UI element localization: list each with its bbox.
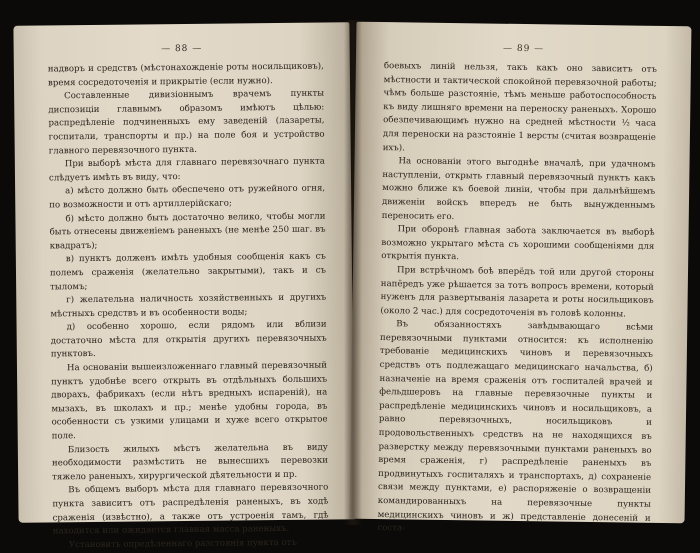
left-paragraph: Въ общемъ выборъ мѣста для главнаго перевязочного пункта зависитъ отъ распредѣленія раненыхъ, въ ходѣ сраженія (извѣстно), а также отъ устроенія тамъ, гдѣ находится или ожидается главная масса раненыхъ. <box>52 482 329 537</box>
right-page <box>350 22 692 534</box>
left-page-text <box>14 60 355 553</box>
left-paragraph: б) мѣсто должно быть достаточно велико, чтобы могли быть отнесены движеніемъ раненыхъ (не менѣе 250 шаг. въ квадратъ); <box>49 211 326 252</box>
left-page <box>13 22 354 551</box>
left-paragraph: надворъ и средствъ (мѣстонахожденіе роты носильщиковъ), время сосредоточенія и прикрытіе (если нужно). <box>47 61 324 89</box>
right-page-number: — 89 — <box>502 43 545 55</box>
right-paragraph: боевыхъ линій нельзя, такъ какъ оно зависитъ отъ мѣстности и тактической спокойной перевязочной работы; чѣмъ больше разстояніе, тѣмъ меньше работоспособность къ виду лишняго времени на переноску раненыхъ. Хорошо обезпечивающимъ нужно на средней мѣстности ½ часа для переноски на разстояніе 1 версты (считая возвращеніе ихъ). <box>382 61 657 153</box>
right-paragraph: Въ обязанностяхъ завѣдывающаго всѣми перевязочными пунктами относится: къ исполненію требованіе медицинскихъ чиновъ и перевязочныхъ средствъ отъ подлежащаго медицинскаго начальства, б) назначеніе на время сраженія отъ госпиталей врачей и фельдшеровъ на главные перевязочные пункты и распредѣленіе медицинскихъ чиновъ и носильщиковъ, а равно перевязочныхъ, носильщиковъ и продовольственныхъ средствъ на не находящихся въ разверстку между перевязочными пунктами раненыхъ во время сраженія, г) распредѣленіе раненыхъ въ продвинутыхъ госпиталяхъ и транспортахъ, д) сохраненіе связи между пунктами, е) распоряженіе о возвращеніи командированныхъ на перевязочные пункты медицинскихъ чиновъ и ж) представленіе донесеній и соста- <box>377 319 654 534</box>
left-paragraph: Составленные дивизіоннымъ врачемъ пункты диспозиціи главнымъ образомъ имѣютъ цѣлью: распредѣленіе подчиненныхъ ему заведеній (лазареты, госпитали, транспорты и пр.) на поле боя и устройство главного перевязочного пункта. <box>48 88 325 156</box>
left-paragraph: д) особенно хорошо, если рядомъ или вблизи достаточно мѣста для открытія другихъ перевязочныхъ пунктовъ. <box>50 319 327 360</box>
right-page-text <box>349 60 691 540</box>
left-paragraph: На основаніи вышеизложеннаго главный перевязочный пунктъ удобнѣе всего открыть въ отдѣльныхъ большихъ дворахъ, фабрикахъ (если нѣтъ вредныхъ испареній), на мызахъ, въ школахъ и пр.; менѣе удобны города, въ особенности съ узкими улицами и хуже всего открытое поле. <box>51 360 328 442</box>
left-paragraph: Близость жилыхъ мѣстъ желательна въ виду необходимости размѣстить не вынесшихъ перевозки тяжело раненыхъ, хирургической дѣятельности и пр. <box>51 442 329 483</box>
right-paragraph: При встрѣчномъ боѣ вперёдъ той или другой стороны напёредъ уже рѣшается за тотъ вопросъ времени, который нуженъ для развертыванія лазарета и роты носильщиковъ (около 2 час.) для сосредоточенія въ головѣ колонны. <box>380 265 655 320</box>
left-paragraph: При выборѣ мѣста для главнаго перевязочнаго пункта слѣдуетъ имѣть въ виду, что: <box>48 156 325 184</box>
right-paragraph: На основаніи этого выгоднѣе вначалѣ, при удачномъ наступленіи, открыть главный перевязочный пунктъ какъ можно ближе къ боевой линіи, чтобы при дальнѣйшемъ движеніи войскъ впередъ не быть вынужденнымъ переносить его. <box>381 156 656 222</box>
right-paragraph: При оборонѣ главная забота заключается въ выборѣ возможно укрытаго мѣста съ хорошими сообщеніями для открытія пункта. <box>381 224 655 263</box>
left-page-number: — 88 — <box>161 43 203 55</box>
left-paragraph: а) мѣсто должно быть обеспечено отъ ружейного огня, по возможности и отъ артиллерійскаго; <box>49 183 326 211</box>
left-paragraph: в) пунктъ долженъ имѣть удобныя сообщенія какъ съ полемъ сраженія (желательно закрытыми), такъ и съ тыломъ; <box>49 251 327 292</box>
left-paragraph: г) желательна наличность хозяйственныхъ и другихъ мѣстныхъ средствъ и въ особенности воды; <box>50 292 327 320</box>
left-paragraph: Установить опредѣленнаго разстоянія пункта отъ <box>68 537 297 551</box>
